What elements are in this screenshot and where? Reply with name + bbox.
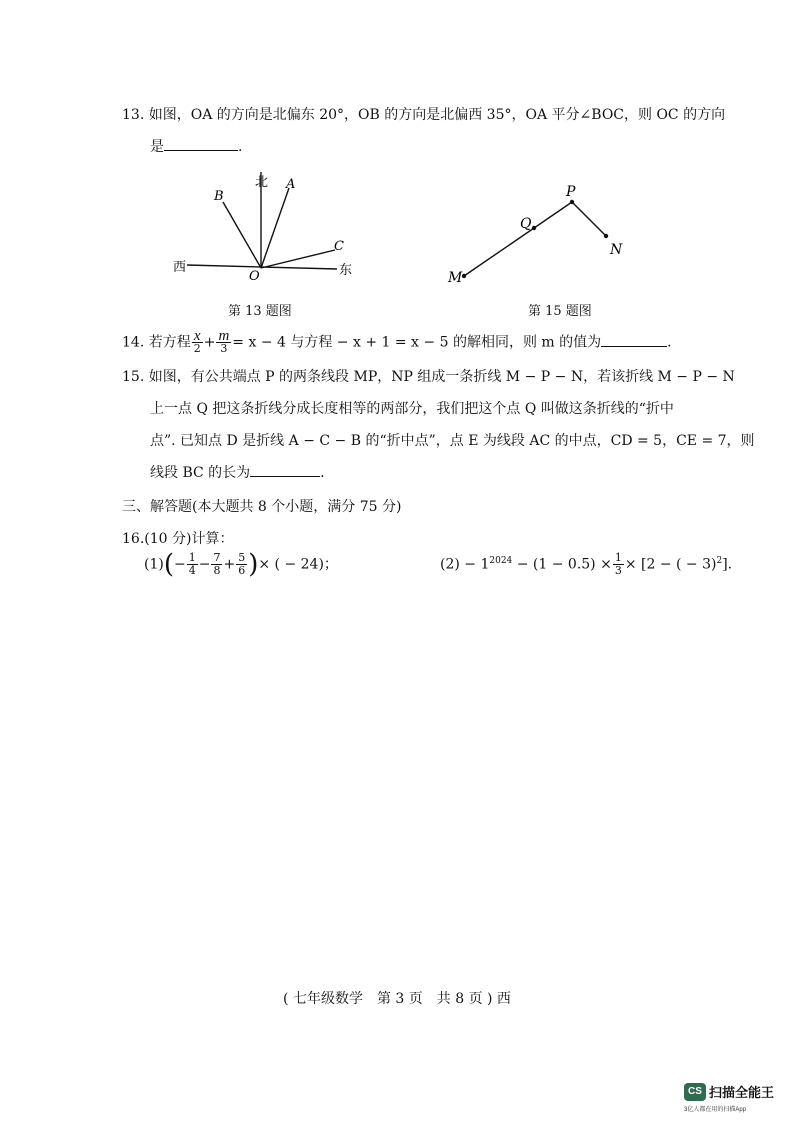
scanner-logo	[684, 1082, 774, 1101]
label-A: A	[286, 177, 296, 192]
segment-PN	[572, 202, 606, 236]
label-north: 北	[255, 175, 269, 190]
label-Q: Q	[520, 216, 532, 232]
point-Q	[532, 226, 536, 230]
q15-end: .	[320, 465, 325, 481]
q15-text: 线段 BC 的长为	[150, 465, 251, 481]
q16-p1-fraction-5-6: $\frac{5}{6}$	[238, 551, 246, 577]
ray-OC	[261, 250, 335, 268]
q14-line	[122, 330, 672, 355]
label-O: O	[249, 269, 260, 284]
point-P	[570, 200, 574, 204]
label-M: M	[448, 270, 463, 286]
section-3-title: 三、解答题(本大题共 8 个小题，满分 75 分)	[122, 499, 402, 515]
point-N	[604, 234, 608, 238]
q13-line2	[150, 136, 242, 156]
figure-13	[165, 168, 365, 288]
q15-line4	[150, 462, 325, 482]
q14-fraction-x-over-2: $\frac{x}{2}$	[193, 328, 201, 355]
q16-part2: $(2) - 1^{2024} - (1 - 0.5)$ × $\frac{1}{3}$ × [2 − ( − 3)$^2$].	[440, 551, 733, 577]
ray-OB	[223, 202, 261, 268]
label-west: 西	[173, 260, 187, 275]
scanner-app-name: 扫描全能王	[709, 1085, 775, 1100]
q16-part1: (1)(− $\frac{1}{4}$ − $\frac{7}{8}$ + $\frac{5}{6}$ )× ( − 24)；	[144, 549, 338, 580]
q13-end: .	[238, 139, 243, 155]
label-C: C	[334, 239, 344, 254]
q15-line3: 点”. 已知点 D 是折线 A − C − B 的“折中点”，点 E 为线段 AC 的中点，CD = 5，CE = 7，则	[150, 433, 755, 449]
q16-p1-fraction-1-4: $\frac{1}{4}$	[188, 551, 196, 577]
q14-end: .	[667, 334, 672, 351]
q14-plus: +	[203, 334, 216, 351]
q16-p1-fraction-7-8: $\frac{7}{8}$	[213, 551, 221, 577]
q15-answer-blank	[250, 464, 320, 477]
q14-text: = x − 4 与方程 − x + 1 = x − 5 的解相同，则 m 的值为	[232, 334, 602, 351]
label-P: P	[566, 184, 576, 200]
q15-line2: 上一点 Q 把这条折线分成长度相等的两部分，我们把这个点 Q 叫做这条折线的“折中	[150, 401, 674, 417]
fig15-caption: 第 15 题图	[528, 304, 592, 319]
q13-text: 是	[150, 139, 164, 155]
q13-answer-blank	[164, 138, 238, 151]
q16-title: 16.(10 分)计算：	[122, 531, 234, 547]
q15-line1: 15. 如图，有公共端点 P 的两条线段 MP，NP 组成一条折线 M − P − N，若该折线 M − P − N	[122, 369, 735, 385]
page-footer: ( 七年级数学 第 3 页 共 8 页 ) 西	[283, 991, 511, 1007]
label-N: N	[610, 242, 623, 258]
cs-badge-icon: CS	[684, 1083, 706, 1101]
q13-line1: 13. 如图，OA 的方向是北偏东 20°，OB 的方向是北偏西 35°，OA 平分∠BOC，则 OC 的方向	[122, 107, 726, 123]
scanner-slogan: 3亿人都在用的扫描App	[684, 1107, 747, 1113]
label-B: B	[214, 189, 224, 204]
point-M	[462, 274, 466, 278]
q14-fraction-m-over-3: $\frac{m}{3}$	[218, 328, 230, 355]
figure-15	[440, 178, 640, 288]
segment-MP	[464, 202, 572, 276]
q14-prefix: 14. 若方程	[122, 334, 191, 351]
q16-p2-fraction-1-3: $\frac{1}{3}$	[614, 551, 622, 577]
fig13-caption: 第 13 题图	[228, 304, 292, 319]
q16-part1-label: (1)	[144, 556, 164, 573]
q16-part2-label: (2) − 1	[440, 556, 490, 573]
ray-OA	[261, 188, 289, 268]
q14-answer-blank	[601, 334, 667, 347]
label-east: 东	[339, 263, 353, 278]
